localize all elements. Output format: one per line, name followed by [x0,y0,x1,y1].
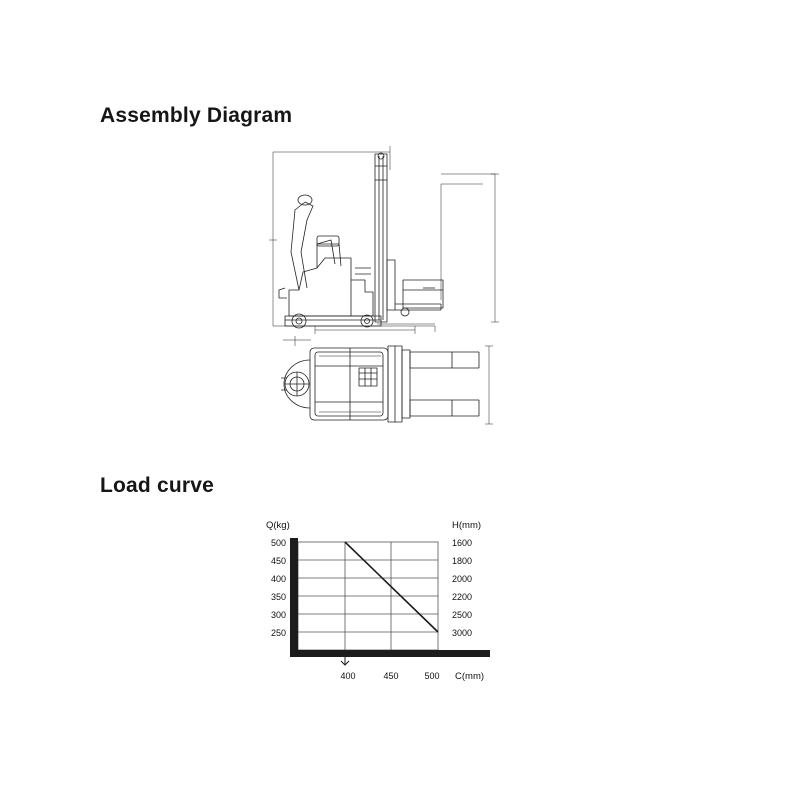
ytick-left-1: 450 [270,556,286,566]
ytick-left-0: 500 [270,538,286,548]
forklift-icon [255,140,515,435]
ytick-right-0: 1600 [452,538,473,548]
y-axis-label: Q(kg) [266,520,290,531]
x-axis-label: C(mm) [455,671,485,682]
ytick-right-5: 3000 [452,628,473,638]
ytick-right-2: 2000 [452,574,473,584]
y2-axis-label: H(mm) [452,520,482,531]
ytick-left-2: 400 [270,574,286,584]
page-title-assembly: Assembly Diagram [100,104,293,127]
xtick-1: 450 [383,671,399,681]
page-title-load-curve: Load curve [100,474,215,497]
ytick-left-3: 350 [270,592,286,602]
ytick-right-4: 2500 [452,610,473,620]
xtick-2: 500 [424,671,440,681]
load-curve-chart [240,518,540,698]
xtick-0: 400 [340,671,356,681]
chart-icon [240,518,540,698]
ytick-left-5: 250 [270,628,286,638]
ytick-right-3: 2200 [452,592,473,602]
ytick-left-4: 300 [270,610,286,620]
assembly-diagram-figure [255,140,515,435]
ytick-right-1: 1800 [452,556,473,566]
